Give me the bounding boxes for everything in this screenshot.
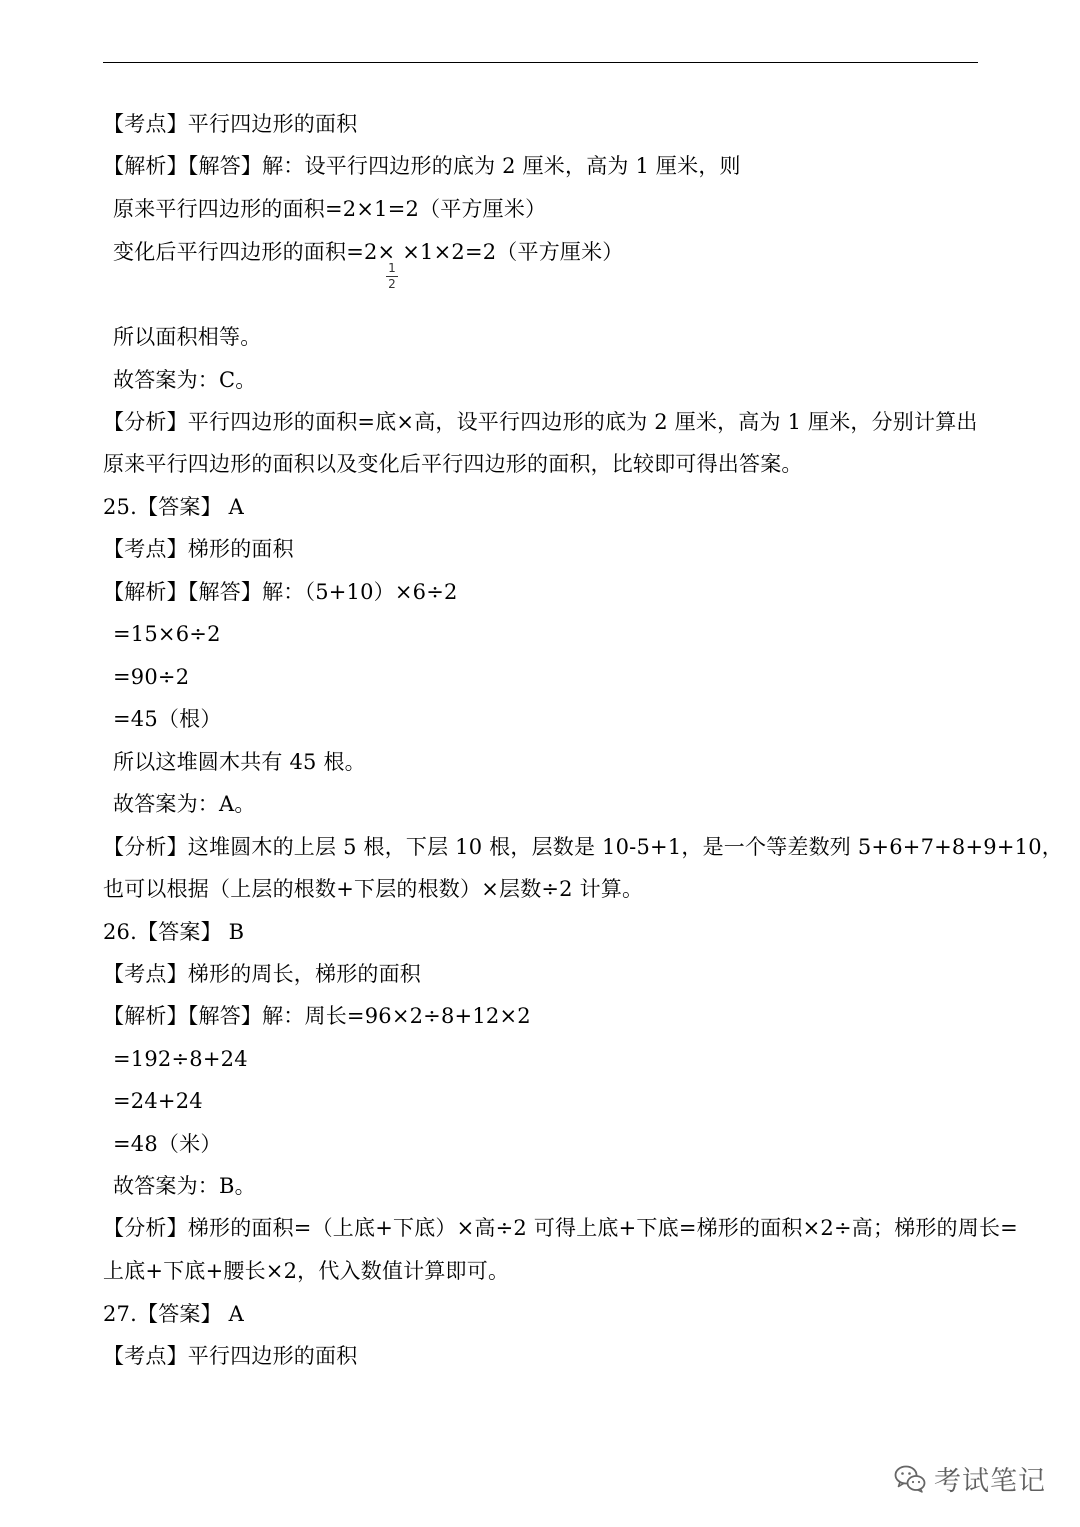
watermark [894,1459,1046,1498]
text-line-7: 【分析】平行四边形的面积=底×高，设平行四边形的底为 2 厘米，高为 1 厘米，分别计算出 [103,410,978,434]
text-line-8: 原来平行四边形的面积以及变化后平行四边形的面积，比较即可得出答案。 [103,452,803,476]
text-line-29: 【考点】平行四边形的面积 [103,1344,358,1368]
text-line-12: =15×6÷2 [113,622,221,646]
watermark-text: 考试笔记 [934,1466,1046,1497]
text-line-9: 25.【答案】 A [103,495,245,519]
text-line-23: =24+24 [113,1089,203,1113]
text-line-6: 故答案为：C。 [113,368,257,392]
text-line-5: 所以面积相等。 [113,325,262,349]
text-line-10: 【考点】梯形的面积 [103,537,294,561]
header-rule [103,62,978,63]
text-line-17: 【分析】这堆圆木的上层 5 根，下层 10 根，层数是 10-5+1，是一个等差数列 5+6+7+8+9+10， [103,835,1063,859]
text-line-15: 所以这堆圆木共有 45 根。 [113,750,366,774]
text-line-4: 变化后平行四边形的面积=2× ×1×2=2（平方厘米） [113,240,624,264]
wechat-icon [894,1464,926,1494]
text-line-11: 【解析】【解答】解：（5+10）×6÷2 [103,580,458,604]
text-line-19: 26.【答案】 B [103,920,245,944]
text-line-16: 故答案为：A。 [113,792,256,816]
text-line-26: 【分析】梯形的面积=（上底+下底）×高÷2 可得上底+下底=梯形的面积×2÷高；梯形的周长= [103,1216,1018,1240]
text-line-18: 也可以根据（上层的根数+下层的根数）×层数÷2 计算。 [103,877,644,901]
fraction-numerator: 1 [388,261,396,275]
text-line-14: =45（根） [113,707,222,731]
text-line-24: =48（米） [113,1132,222,1156]
text-line-22: =192÷8+24 [113,1047,248,1071]
text-line-28: 27.【答案】 A [103,1302,245,1326]
text-line-13: =90÷2 [113,665,190,689]
text-line-21: 【解析】【解答】解：周长=96×2÷8+12×2 [103,1004,531,1028]
text-line-20: 【考点】梯形的周长，梯形的面积 [103,962,421,986]
text-line-2: 【解析】【解答】解：设平行四边形的底为 2 厘米，高为 1 厘米，则 [103,154,741,178]
text-line-3: 原来平行四边形的面积=2×1=2（平方厘米） [113,197,547,221]
fraction-denominator: 2 [388,277,396,291]
fraction-one-half [385,262,399,291]
text-line-25: 故答案为：B。 [113,1174,256,1198]
text-line-27: 上底+下底+腰长×2，代入数值计算即可。 [103,1259,510,1283]
text-line-1: 【考点】平行四边形的面积 [103,112,358,136]
